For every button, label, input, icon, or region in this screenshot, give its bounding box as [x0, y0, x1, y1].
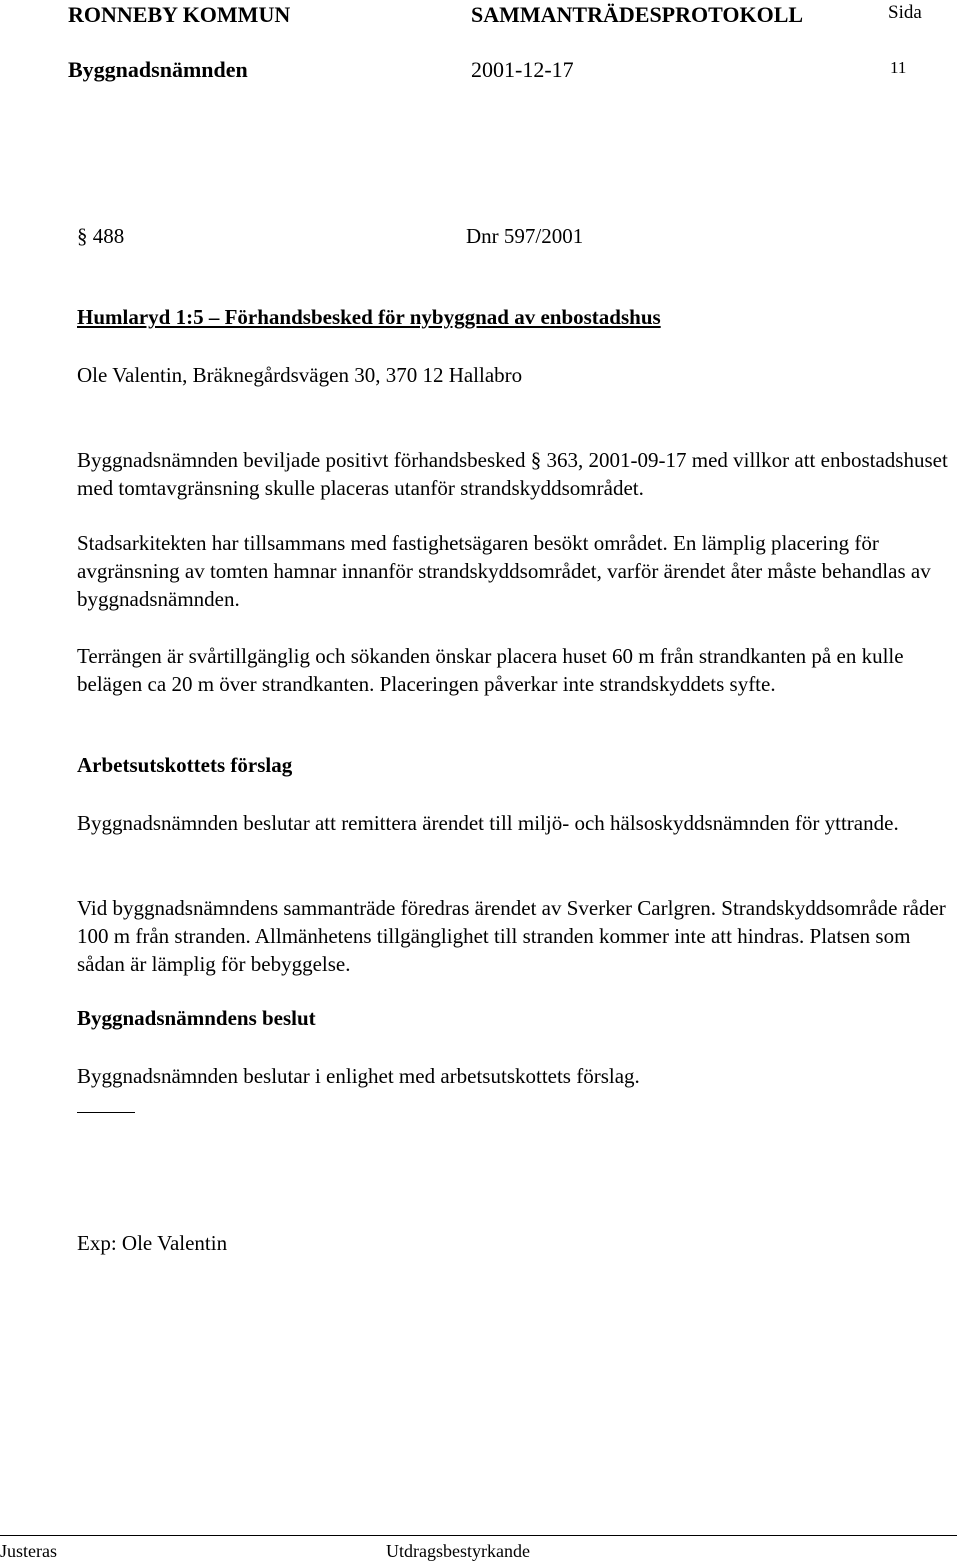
header-board: Byggnadsnämnden	[68, 57, 248, 82]
paragraph-3: Terrängen är svårtillgänglig och sökanden önskar placera huset 60 m från strandkanten på en kulle belägen ca 20 m över strandkanten. Placeringen påverkar inte strandskyddets syfte.	[77, 644, 904, 696]
paragraph-1-part-a: Byggnadsnämnden beviljade positivt förhandsbesked	[77, 448, 531, 472]
item-title: Humlaryd 1:5 – Förhandsbesked för nybyggnad av enbostadshus	[77, 305, 661, 329]
header-org: RONNEBY KOMMUN	[68, 2, 291, 27]
applicant: Ole Valentin, Bräknegårdsvägen 30, 370 12 Hallabro	[77, 363, 523, 387]
paragraph-1-section-symbol: §	[530, 448, 542, 472]
header-page-number: 11	[890, 58, 907, 77]
proposal-heading: Arbetsutskottets förslag	[77, 753, 293, 777]
paragraph-1	[77, 446, 957, 502]
section-symbol: §	[77, 224, 88, 248]
decision-heading: Byggnadsnämndens beslut	[77, 1006, 316, 1030]
paragraph-1-part-b: 363, 2001-09-17 med villkor att enbostadshuset med tomtavgränsning skulle placeras utanför strandskyddsområdet.	[77, 448, 948, 500]
end-rule	[77, 1112, 135, 1113]
item-number-line	[77, 222, 124, 250]
item-dnr: Dnr 597/2001	[466, 224, 584, 248]
item-number: 488	[92, 224, 125, 248]
distribution: Exp: Ole Valentin	[77, 1231, 228, 1255]
paragraph-2: Stadsarkitekten har tillsammans med fastighetsägaren besökt området. En lämplig placering för avgränsning av tomten hamnar innanför strandskyddsområdet, varför ärendet åter måste behandlas av byggnadsnämnden.	[77, 531, 931, 611]
proposal-text: Byggnadsnämnden beslutar att remittera ärendet till miljö- och hälsoskyddsnämnden för yttrande.	[77, 811, 899, 835]
footer-utdragsbestyrkande: Utdragsbestyrkande	[386, 1541, 530, 1561]
footer-rule	[0, 1535, 957, 1536]
footer-justeras: Justeras	[0, 1541, 57, 1561]
header-page-label: Sida	[888, 2, 922, 23]
meeting-note: Vid byggnadsnämndens sammanträde föredras ärendet av Sverker Carlgren. Strandskyddsområde råder 100 m från stranden. Allmänhetens tillgänglighet till stranden kommer inte att hindras. Platsen som sådan är lämplig för bebyggelse.	[77, 896, 946, 976]
header-date: 2001-12-17	[471, 57, 574, 82]
decision-text: Byggnadsnämnden beslutar i enlighet med arbetsutskottets förslag.	[77, 1064, 640, 1088]
header-doc-type: SAMMANTRÄDESPROTOKOLL	[471, 2, 804, 27]
